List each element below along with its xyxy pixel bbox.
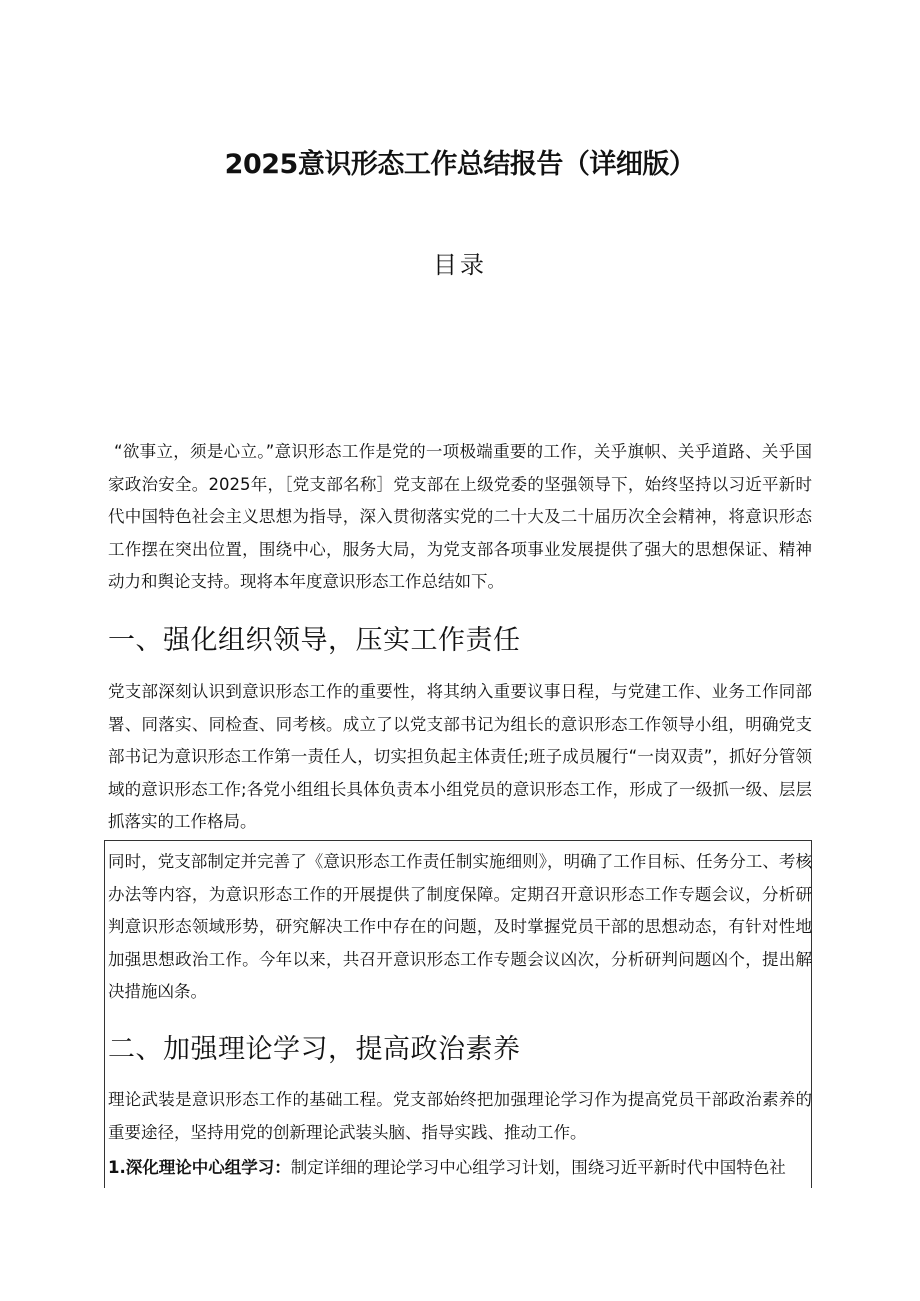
section-1-paragraph-1: 党支部深刻认识到意识形态工作的重要性，将其纳入重要议事日程，与党建工作、业务工作同部署、同落实、同检查、同考核。成立了以党支部书记为组长的意识形态工作领导小组，明确党支部书记为意识形态工作第一责任人，切实担负起主体责任;班子成员履行“一岗双责”，抓好分管领域的意识形态工作;各党小组组长具体负责本小组党员的意识形态工作，形成了一级抓一级、层层抓落实的工作格局。	[108, 682, 812, 831]
document-title: 2025意识形态工作总结报告（详细版）	[224, 149, 696, 180]
item-1-lead: 1.深化理论中心组学习：	[108, 1158, 291, 1177]
section-1-heading: 一、强化组织领导，压实工作责任	[108, 625, 521, 656]
section-1-paragraph-2: 同时，党支部制定并完善了《意识形态工作责任制实施细则》，明确了工作目标、任务分工、考核办法等内容，为意识形态工作的开展提供了制度保障。定期召开意识形态工作专题会议，分析研判意识形态领域形势，研究解决工作中存在的问题，及时掌握党员干部的思想动态，有针对性地加强思想政治工作。今年以来，共召开意识形态工作专题会议凶次，分析研判问题凶个，提出解决措施凶条。	[108, 852, 812, 1001]
section-2-item-1	[108, 1152, 812, 1185]
section-2-heading: 二、加强理论学习，提高政治素养	[108, 1034, 521, 1065]
intro-paragraph: “欲事立，须是心立。”意识形态工作是党的一项极端重要的工作，关乎旗帜、关乎道路、关乎国家政治安全。2025年，［党支部名称］党支部在上级党委的坚强领导下，始终坚持以习近平新时代中国特色社会主义思想为指导，深入贯彻落实党的二十大及二十届历次全会精神，将意识形态工作摆在突出位置，围绕中心，服务大局，为党支部各项事业发展提供了强大的思想保证、精神动力和舆论支持。现将本年度意识形态工作总结如下。	[108, 442, 812, 591]
section-2-paragraph-1: 理论武装是意识形态工作的基础工程。党支部始终把加强理论学习作为提高党员干部政治素养的重要途径，坚持用党的创新理论武装头脑、指导实践、推动工作。	[108, 1090, 812, 1142]
item-1-text: 制定详细的理论学习中心组学习计划，围绕习近平新时代中国特色社	[290, 1158, 786, 1177]
toc-heading: 目录	[433, 251, 487, 279]
